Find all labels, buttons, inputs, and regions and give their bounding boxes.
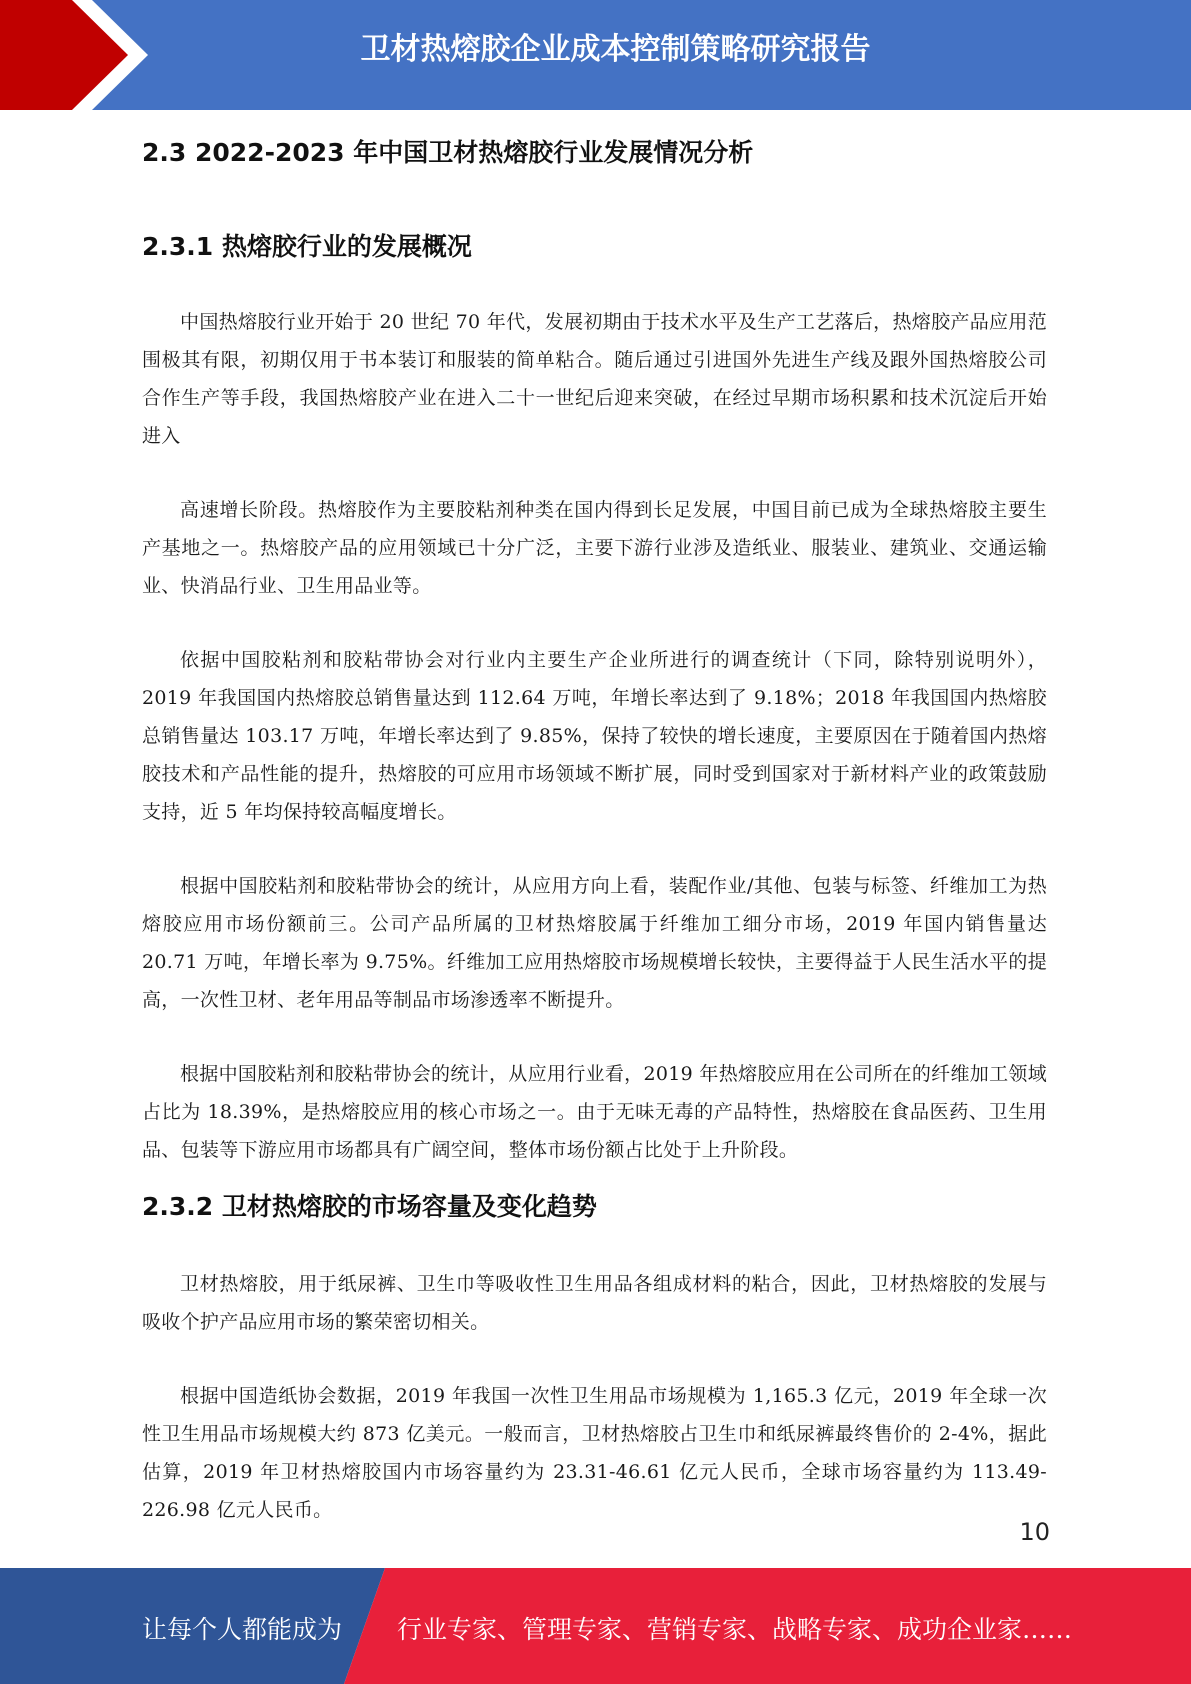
page-number: 10 bbox=[1019, 1518, 1050, 1546]
paragraph: 根据中国造纸协会数据，2019 年我国一次性卫生用品市场规模为 1,165.3 亿元，2019 年全球一次性卫生用品市场规模大约 873 亿美元。一般而言，卫材热熔胶占卫生巾和纸尿裤最终售价的 2-4%，据此估算，2019 年卫材热熔胶国内市场容量约为 23.31-46.61 亿元人民币，全球市场容量约为 113.49-226.98 亿元人民币。 bbox=[142, 1385, 1047, 1521]
footer-slogan-right: 行业专家、管理专家、营销专家、战略专家、成功企业家…… bbox=[397, 1615, 1073, 1644]
subsection-heading-2-3-1: 2.3.1 热熔胶行业的发展概况 bbox=[142, 232, 472, 261]
section-heading: 2.3 2022-2023 年中国卫材热熔胶行业发展情况分析 bbox=[142, 138, 754, 167]
subsection-heading-2-3-2: 2.3.2 卫材热熔胶的市场容量及变化趋势 bbox=[142, 1192, 597, 1221]
main-content bbox=[142, 118, 1047, 1565]
paragraph: 卫材热熔胶，用于纸尿裤、卫生巾等吸收性卫生用品各组成材料的粘合，因此，卫材热熔胶的发展与吸收个护产品应用市场的繁荣密切相关。 bbox=[142, 1273, 1047, 1333]
paragraph: 依据中国胶粘剂和胶粘带协会对行业内主要生产企业所进行的调查统计（下同，除特别说明外），2019 年我国国内热熔胶总销售量达到 112.64 万吨，年增长率达到了 9.18%；2018 年我国国内热熔胶总销售量达 103.17 万吨，年增长率达到了 9.85%，保持了较快的增长速度，主要原因在于随着国内热熔胶技术和产品性能的提升，热熔胶的可应用市场领域不断扩展，同时受到国家对于新材料产业的政策鼓励支持，近 5 年均保持较高幅度增长。 bbox=[142, 649, 1047, 823]
header-bar bbox=[0, 0, 1191, 110]
paragraph: 中国热熔胶行业开始于 20 世纪 70 年代，发展初期由于技术水平及生产工艺落后，热熔胶产品应用范围极其有限，初期仅用于书本装订和服装的简单粘合。随后通过引进国外先进生产线及跟外国热熔胶公司合作生产等手段，我国热熔胶产业在进入二十一世纪后迎来突破，在经过早期市场积累和技术沉淀后开始进入 bbox=[142, 311, 1047, 447]
paragraph: 高速增长阶段。热熔胶作为主要胶粘剂种类在国内得到长足发展，中国目前已成为全球热熔胶主要生产基地之一。热熔胶产品的应用领域已十分广泛，主要下游行业涉及造纸业、服装业、建筑业、交通运输业、快消品行业、卫生用品业等。 bbox=[142, 499, 1047, 597]
paragraph: 根据中国胶粘剂和胶粘带协会的统计，从应用行业看，2019 年热熔胶应用在公司所在的纤维加工领域占比为 18.39%，是热熔胶应用的核心市场之一。由于无味无毒的产品特性，热熔胶在食品医药、卫生用品、包装等下游应用市场都具有广阔空间，整体市场份额占比处于上升阶段。 bbox=[142, 1063, 1047, 1161]
paragraph: 根据中国胶粘剂和胶粘带协会的统计，从应用方向上看，装配作业/其他、包装与标签、纤维加工为热熔胶应用市场份额前三。公司产品所属的卫材热熔胶属于纤维加工细分市场，2019 年国内销售量达 20.71 万吨，年增长率为 9.75%。纤维加工应用热熔胶市场规模增长较快，主要得益于人民生活水平的提高，一次性卫材、老年用品等制品市场渗透率不断提升。 bbox=[142, 875, 1047, 1011]
footer-slogan-left: 让每个人都能成为 bbox=[142, 1615, 343, 1644]
header-title: 卫材热熔胶企业成本控制策略研究报告 bbox=[360, 32, 871, 67]
